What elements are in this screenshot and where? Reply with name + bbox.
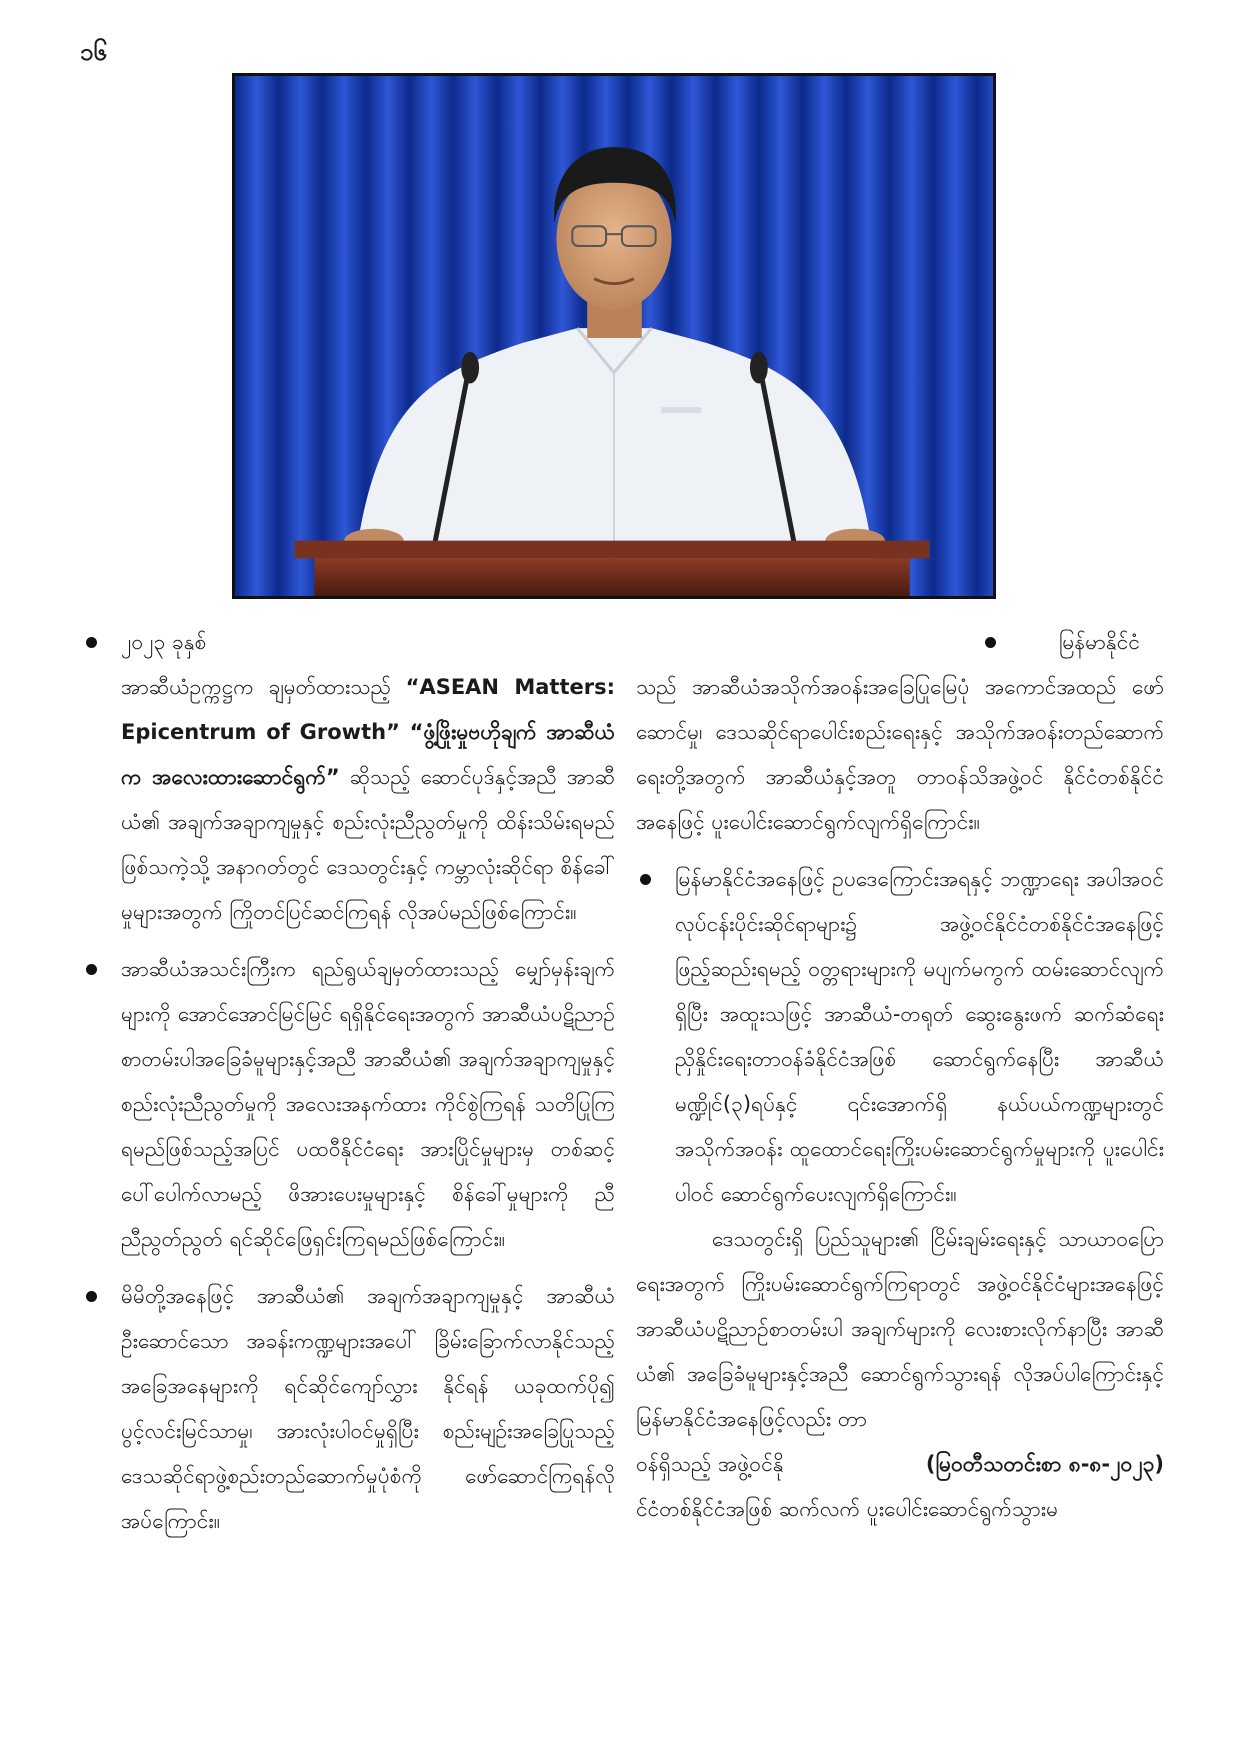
bullet-text: မြန်မာနိုင်ငံအနေဖြင့် ဥပဒေကြောင်းအရနှင့် ဘဏ္ဍာရေး အပါအဝင် လုပ်ငန်းပိုင်းဆိုင်ရာများ၌ အဖွဲ့ဝင်နိုင်ငံတစ်နိုင်ငံအနေဖြင့် ဖြည့်ဆည်းရမည့် ဝတ္တရားများကို မပျက်မကွက် ထမ်းဆောင်လျက်ရှိပြီး အထူးသဖြင့် အာဆီယံ-တရုတ် ဆွေးနွေးဖက် ဆက်ဆံရေးညှိနှိုင်းရေးတာဝန်ခံနိုင်ငံအဖြစ် ဆောင်ရွက်နေပြီး အာဆီယံမဏ္ဍိုင်(၃)ရပ်နှင့် ၎င်းအောက်ရှိ နယ်ပယ်ကဏ္ဍများတွင် အသိုက်အဝန်း ထူထောင်ရေးကြိုးပမ်းဆောင်ရွက်မှုများကို ပူးပေါင်းပါဝင် ဆောင်ရွက်ပေးလျက်ရှိကြောင်း။	[675, 867, 1164, 1206]
page-number: ၁၆	[80, 38, 107, 66]
theme-title: “ASEAN Matters: Epicentrum of Growth” “ဖွံ့ဖြိုးမှုဗဟိုချက် အာဆီယံက အလေးထားဆောင်ရွက်”	[121, 675, 615, 789]
bullet-text: သည် အာဆီယံအသိုက်အဝန်းအခြေပြုမြေပုံ အကောင်အထည် ဖော်ဆောင်မှု၊ ဒေသဆိုင်ရာပေါင်းစည်းရေးနှင့် အသိုက်အဝန်းတည်ဆောက်ရေးတို့အတွက် အာဆီယံနှင့်အတူ တာဝန်သိအဖွဲ့ဝင် နိုင်ငံတစ်နိုင်ငံအနေဖြင့် ပူးပေါင်းဆောင်ရွက်လျက်ရှိကြောင်း။	[636, 675, 1164, 834]
continuation-line: င်ငံတစ်နိုင်ငံအဖြစ် ဆက်လက် ပူးပေါင်းဆောင်ရွက်သွားမ	[636, 1497, 1059, 1521]
text-run: ဝန်ရှိသည့် အဖွဲ့ဝင်နို	[636, 1452, 784, 1476]
bullet-icon	[86, 964, 97, 975]
bullet-icon	[86, 637, 97, 648]
bullet-lead: မြန်မာနိုင်ငံ	[1058, 630, 1140, 654]
speaker-photo-illustration	[235, 76, 993, 596]
bullet-text	[121, 665, 615, 935]
bullet-text: အာဆီယံအသင်းကြီးက ရည်ရွယ်ချမှတ်ထားသည့် မျှော်မှန်းချက်များကို အောင်အောင်မြင်မြင် ရရှိနိုင်ရေးအတွက် အာဆီယံပဋိညာဉ် စာတမ်းပါအခြေခံမူများနှင့်အညီ အာဆီယံ၏ အချက်အချာကျမှုနှင့် စည်းလုံးညီညွတ်မှုကို အလေးအနက်ထား ကိုင်စွဲကြရန် သတိပြုကြရမည်ဖြစ်သည့်အပြင် ပထဝီနိုင်ငံရေး အားပြိုင်မှုများမှ တစ်ဆင့် ပေါ်ပေါက်လာမည့် ဖိအားပေးမှုများနှင့် စိန်ခေါ်မှုများကို ညီညီညွတ်ညွတ် ရင်ဆိုင်ဖြေရှင်းကြရမည်ဖြစ်ကြောင်း။	[121, 957, 615, 1251]
source-citation: (မြဝတီသတင်းစာ ၈-၈-၂၀၂၃)	[925, 1452, 1164, 1476]
text-run: အာဆီယံဥက္ကဋ္ဌက ချမှတ်ထားသည့်	[121, 675, 406, 699]
body-paragraph: ဒေသတွင်းရှိ ပြည်သူများ၏ ငြိမ်းချမ်းရေးနှင့် သာယာဝပြောရေးအတွက် ကြိုးပမ်းဆောင်ရွက်ကြရာတွင် အဖွဲ့ဝင်နိုင်ငံများအနေဖြင့် အာဆီယံပဋိညာဉ်စာတမ်းပါ အချက်များကို လေးစားလိုက်နာပြီး အာဆီယံ၏ အခြေခံမူများနှင့်အညီ ဆောင်ရွက်သွားရန် လိုအပ်ပါကြောင်းနှင့် မြန်မာနိုင်ငံအနေဖြင့်လည်း တာ	[636, 1227, 1164, 1431]
bullet-lead-right	[636, 620, 1164, 665]
source-line	[636, 1442, 1164, 1487]
bullet-icon	[985, 637, 996, 648]
bullet-lead: ၂၀၂၃ ခုနှစ်	[121, 630, 207, 654]
right-column	[636, 620, 1164, 1532]
bullet-icon	[640, 874, 651, 885]
news-photo	[232, 73, 996, 599]
text-run: ဆိုသည့် ဆောင်ပုဒ်နှင့်အညီ အာဆီယံ၏ အချက်အချာကျမှုနှင့် စည်းလုံးညီညွတ်မှုကို ထိန်းသိမ်းရမည်ဖြစ်သကဲ့သို့ အနာဂတ်တွင် ဒေသတွင်းနှင့် ကမ္ဘာလုံးဆိုင်ရာ စိန်ခေါ်မှုများအတွက် ကြိုတင်ပြင်ဆင်ကြရန် လိုအပ်မည်ဖြစ်ကြောင်း။	[121, 765, 616, 924]
bullet-icon	[86, 1291, 97, 1302]
bullet-item	[82, 620, 615, 935]
bullet-item	[82, 1274, 615, 1544]
left-column	[82, 620, 615, 1544]
bullet-item	[82, 947, 615, 1262]
bullet-text: မိမိတို့အနေဖြင့် အာဆီယံ၏ အချက်အချာကျမှုနှင့် အာဆီယံဦးဆောင်သော အခန်းကဏ္ဍများအပေါ် ခြိမ်းခြောက်လာနိုင်သည့် အခြေအနေများကို ရင်ဆိုင်ကျော်လွှား နိုင်ရန် ယခုထက်ပို၍ ပွင့်လင်းမြင်သာမှု၊ အားလုံးပါဝင်မှုရှိပြီး စည်းမျဉ်းအခြေပြုသည့် ဒေသဆိုင်ရာဖွဲ့စည်းတည်ဆောက်မှုပုံစံကို ဖော်ဆောင်ကြရန်လိုအပ်ကြောင်း။	[121, 1284, 615, 1533]
bullet-item	[636, 857, 1164, 1217]
